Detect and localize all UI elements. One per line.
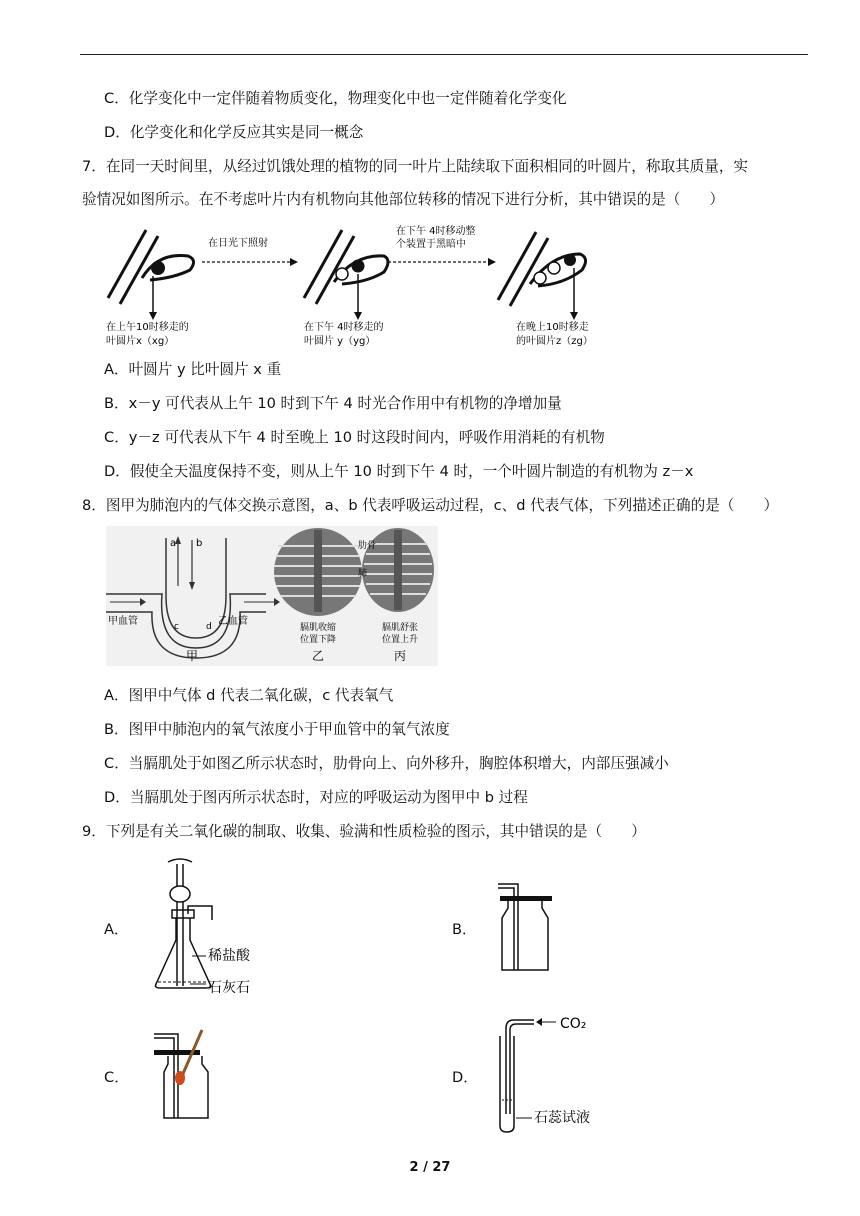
q6-option-c: C．化学变化中一定伴随着物质变化，物理变化中也一定伴随着化学变化 — [104, 90, 567, 107]
q7-leaf-figure — [98, 222, 618, 352]
label-z-line2: 的叶圆片z（zg） — [516, 336, 593, 347]
q8-option-c: C．当膈肌处于如图乙所示状态时，肋骨向上、向外移升，胸腔体积增大，内部压强减小 — [104, 755, 669, 772]
disk-y — [352, 260, 365, 273]
q7-option-b: B．x－y 可代表从上午 10 时到下午 4 时光合作用中有机物的净增加量 — [104, 395, 562, 412]
leaf-1 — [108, 230, 194, 304]
disk-z — [564, 254, 576, 266]
arrow2-label1: 在下午 4时移动整 — [396, 226, 476, 237]
q9-stem: 9．下列是有关二氧化碳的制取、收集、验满和性质检验的图示，其中错误的是（ ） — [82, 823, 646, 840]
q8-option-d: D．当膈肌处于图丙所示状态时，对应的呼吸运动为图甲中 b 过程 — [104, 789, 528, 806]
label-stone: 石灰石 — [208, 980, 250, 996]
q8-stem: 8．图甲为肺泡内的气体交换示意图，a、b 代表呼吸运动过程，c、d 代表气体，下列描述正确的是（ ） — [82, 497, 779, 514]
flame-icon — [175, 1071, 185, 1085]
q7-stem-line1: 7．在同一天时间里，从经过饥饿处理的植物的同一叶片上陆续取下面积相同的叶圆片，称取其质量，实 — [82, 158, 749, 175]
leaf-2 — [304, 230, 388, 304]
q9-apparatus-d — [494, 1014, 614, 1134]
ribcage-yi — [274, 528, 362, 616]
label-z-line1: 在晚上10时移走 — [516, 322, 589, 333]
q7-option-d: D．假使全天温度保持不变，则从上午 10 时到下午 4 时，一个叶圆片制造的有机物为 z－x — [104, 463, 694, 480]
label-acid: 稀盐酸 — [208, 948, 250, 964]
q7-option-a: A．叶圆片 y 比叶圆片 x 重 — [104, 361, 282, 378]
label-c: c — [174, 622, 179, 632]
label-y-line1: 在下午 4时移走的 — [304, 322, 384, 333]
label-x-line2: 叶圆片x（xg） — [106, 336, 175, 347]
caption-bing: 丙 — [394, 649, 407, 663]
yi-note-2: 位置下降 — [300, 635, 337, 645]
bing-note-2: 位置上升 — [382, 635, 419, 645]
q9-label-a: A． — [104, 921, 129, 938]
q8-alveolus-figure — [106, 526, 438, 666]
label-x-line1: 在上午10时移走的 — [106, 322, 189, 333]
q9-apparatus-b — [494, 878, 564, 974]
q8-option-b: B．图甲中肺泡内的氧气浓度小于甲血管中的氧气浓度 — [104, 721, 450, 738]
vessel-left: 甲血管 — [108, 616, 138, 627]
q9-label-b: B． — [452, 921, 477, 938]
q9-apparatus-c — [152, 1026, 222, 1122]
q9-apparatus-a — [150, 856, 280, 996]
header-rule — [80, 54, 808, 55]
q8-option-a: A．图甲中气体 d 代表二氧化碳，c 代表氧气 — [104, 687, 394, 704]
label-co2: CO₂ — [560, 1016, 587, 1032]
arrow2-label2: 个装置于黑暗中 — [396, 239, 466, 250]
caption-jia: 甲 — [186, 649, 199, 663]
leaf-3 — [498, 232, 586, 306]
label-a: a — [170, 538, 177, 549]
q9-label-c: C． — [104, 1069, 129, 1086]
label-y-line2: 叶圆片 y（yg） — [304, 336, 376, 347]
page-number: 2 / 27 — [409, 1160, 451, 1175]
yi-note-1: 膈肌收缩 — [300, 623, 337, 633]
bing-note-1: 膈肌舒张 — [382, 623, 419, 633]
disk-x — [151, 261, 165, 275]
vessel-right: 乙血管 — [218, 616, 248, 627]
label-d: d — [206, 622, 212, 632]
arrow1-label: 在日光下照射 — [208, 238, 268, 249]
caption-yi: 乙 — [312, 649, 325, 663]
label-litmus: 石蕊试液 — [534, 1110, 590, 1126]
label-lung: 肺 — [358, 569, 368, 579]
q7-option-c: C．y－z 可代表从下午 4 时至晚上 10 时这段时间内，呼吸作用消耗的有机物 — [104, 429, 605, 446]
label-rib: 肋骨 — [358, 541, 377, 551]
q6-option-d: D．化学变化和化学反应其实是同一概念 — [104, 124, 364, 141]
label-b: b — [196, 538, 203, 549]
q9-label-d: D． — [452, 1069, 478, 1086]
q7-stem-line2: 验情况如图所示。在不考虑叶片内有机物向其他部位转移的情况下进行分析，其中错误的是（ ） — [82, 191, 725, 208]
